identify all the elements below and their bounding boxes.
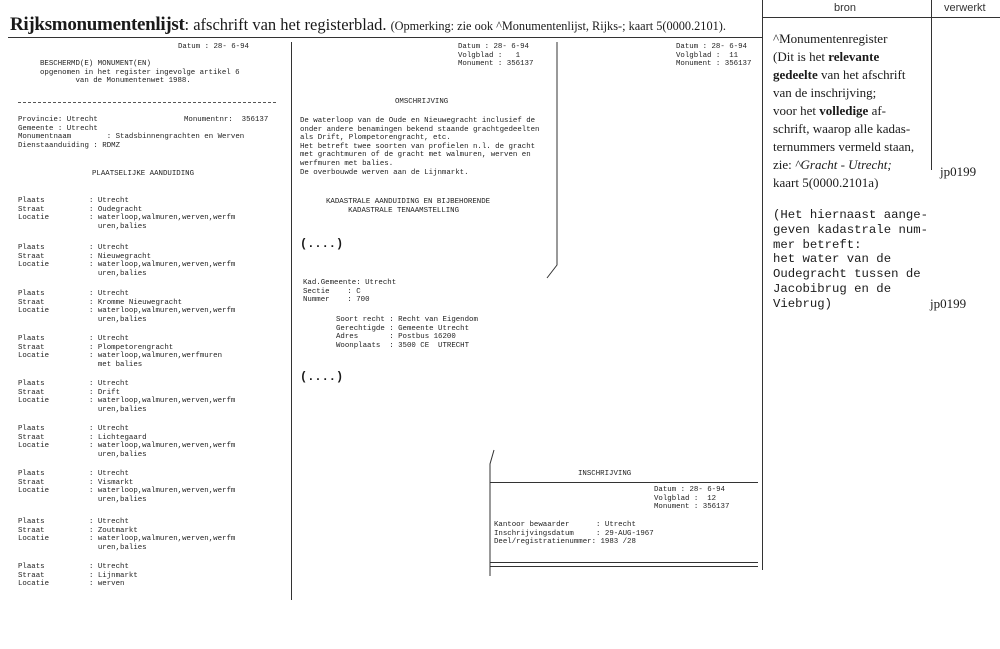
- verwerkt-ref-1: jp0199: [940, 164, 977, 179]
- inschrijving-top-rule: [490, 482, 758, 483]
- header-remark: (Opmerking: zie ook ^Monumentenlijst, Rijks-; kaart 5(0000.2101).: [390, 19, 726, 33]
- location-entry: Plaats : Utrecht Straat : Vismarkt Locatie : waterloop,walmuren,werven,werfm uren,balies: [18, 470, 236, 504]
- location-entry: Plaats : Utrecht Straat : Plompetorengracht Locatie : waterloop,walmuren,werfmuren met balies: [18, 335, 223, 369]
- tenaamstelling: Soort recht : Recht van Eigendom Gerechtigde : Gemeente Utrecht Adres : Postbus 16200 Woonplaats : 3500 CE UTRECHT: [336, 316, 478, 350]
- omschrijving-heading: OMSCHRIJVING: [395, 98, 449, 106]
- table-header-rule: [762, 17, 1000, 18]
- omschrijving-text: De waterloop van de Oude en Nieuwegracht inclusief de onder andere benamingen bekend staande grachtgedeelten als Drift, Plompetorengracht, etc. Het betreft twee soorten van profielen n.l. de gracht met grachtmuren of de gracht met walmuren, werven en werfmuren met balies. De overbouwde werven aan de Lijnmarkt.: [300, 117, 540, 177]
- inschrijving-header: Datum : 28- 6-94 Volgblad : 12 Monument : 356137: [654, 486, 730, 512]
- kadastraal-note: (Het hiernaast aange- geven kadastrale num- mer betreft: het water van de Oudegracht tussen de Jacobibrug en de Viebrug): [773, 208, 928, 311]
- bron-note-line: schrift, waarop alle kadas-: [773, 121, 911, 136]
- column-header-bron: bron: [834, 2, 857, 14]
- inschrijving-body: Kantoor bewaarder : Utrecht Inschrijvingsdatum : 29-AUG-1967 Deel/registratienummer: 1983 /28: [494, 521, 654, 547]
- right-header: Datum : 28- 6-94 Volgblad : 11 Monument : 356137: [676, 43, 752, 69]
- page-title-rest: : afschrift van het registerblad.: [184, 15, 387, 34]
- bron-note-line: van de inschrijving;: [773, 85, 877, 100]
- location-entry: Plaats : Utrecht Straat : Nieuwegracht Locatie : waterloop,walmuren,werven,werfm uren,balies: [18, 244, 236, 278]
- location-entry: Plaats : Utrecht Straat : Kromme Nieuwegracht Locatie : waterloop,walmuren,werven,werfm uren,balies: [18, 290, 236, 324]
- location-entry: Plaats : Utrecht Straat : Drift Locatie : waterloop,walmuren,werven,werfm uren,balies: [18, 380, 236, 414]
- monumentnr: Monumentnr: 356137: [184, 116, 269, 124]
- table-left-border: [762, 0, 763, 570]
- location-entry: Plaats : Utrecht Straat : Lichtegaard Locatie : waterloop,walmuren,werven,werfm uren,balies: [18, 425, 236, 459]
- bron-note-line: ^Monumentenregister: [773, 31, 888, 46]
- inschrijving-heading: INSCHRIJVING: [578, 470, 632, 478]
- inschrijving-bottom-rule: [490, 562, 758, 563]
- location-entry: Plaats : Utrecht Straat : Oudegracht Locatie : waterloop,walmuren,werven,werfm uren,balies: [18, 197, 236, 231]
- column-header-verwerkt: verwerkt: [944, 2, 986, 14]
- bron-note-line: zie: ^Gracht - Utrecht;: [773, 157, 892, 172]
- bron-note-line: (Dit is het relevante: [773, 49, 880, 64]
- inschrijving-page-edge: [484, 448, 498, 578]
- location-entry: Plaats : Utrecht Straat : Zoutmarkt Locatie : waterloop,walmuren,werven,werfm uren,balies: [18, 518, 236, 552]
- verwerkt-ref-2: jp0199: [930, 296, 967, 311]
- location-entry: Plaats : Utrecht Straat : Lijnmarkt Locatie : werven: [18, 563, 138, 589]
- page-title: Rijksmonumentenlijst: [10, 14, 185, 35]
- ellipsis-marker: (....): [300, 370, 344, 384]
- left-datum: Datum : 28- 6-94: [178, 43, 249, 51]
- right-page-edge: [540, 40, 565, 280]
- inschrijving-bottom-rule: [490, 566, 758, 567]
- kadastrale-heading: KADASTRALE AANDUIDING EN BIJBEHORENDE KADASTRALE TENAAMSTELLING: [326, 198, 491, 215]
- page-header: [10, 14, 760, 36]
- bron-note-line: voor het volledige af-: [773, 103, 887, 118]
- bron-note-line: gedeelte van het afschrift: [773, 67, 906, 82]
- plaatselijke-heading: PLAATSELIJKE AANDUIDING: [92, 170, 195, 178]
- meta-block: Provincie: Utrecht Gemeente : Utrecht Monumentnaam : Stadsbinnengrachten en Werven Dienstaanduiding : RDMZ: [18, 116, 245, 150]
- left-column-divider: [291, 42, 292, 600]
- kadastrale-gegevens: Kad.Gemeente: Utrecht Sectie : C Nummer : 700: [303, 279, 397, 305]
- middle-header: Datum : 28- 6-94 Volgblad : 1 Monument : 356137: [458, 43, 534, 69]
- bron-note-line: kaart 5(0000.2101a): [773, 175, 879, 190]
- beschermd-heading: BESCHERMD(E) MONUMENT(EN) opgenomen in het register ingevolge artikel 6 van de Monumentenwet 1988.: [40, 60, 240, 86]
- bron-note: [773, 30, 933, 192]
- left-dashed-rule: [18, 102, 276, 103]
- ellipsis-marker: (....): [300, 237, 344, 251]
- header-underline: [8, 37, 762, 38]
- bron-note-line: ternummers vermeld staan,: [773, 139, 915, 154]
